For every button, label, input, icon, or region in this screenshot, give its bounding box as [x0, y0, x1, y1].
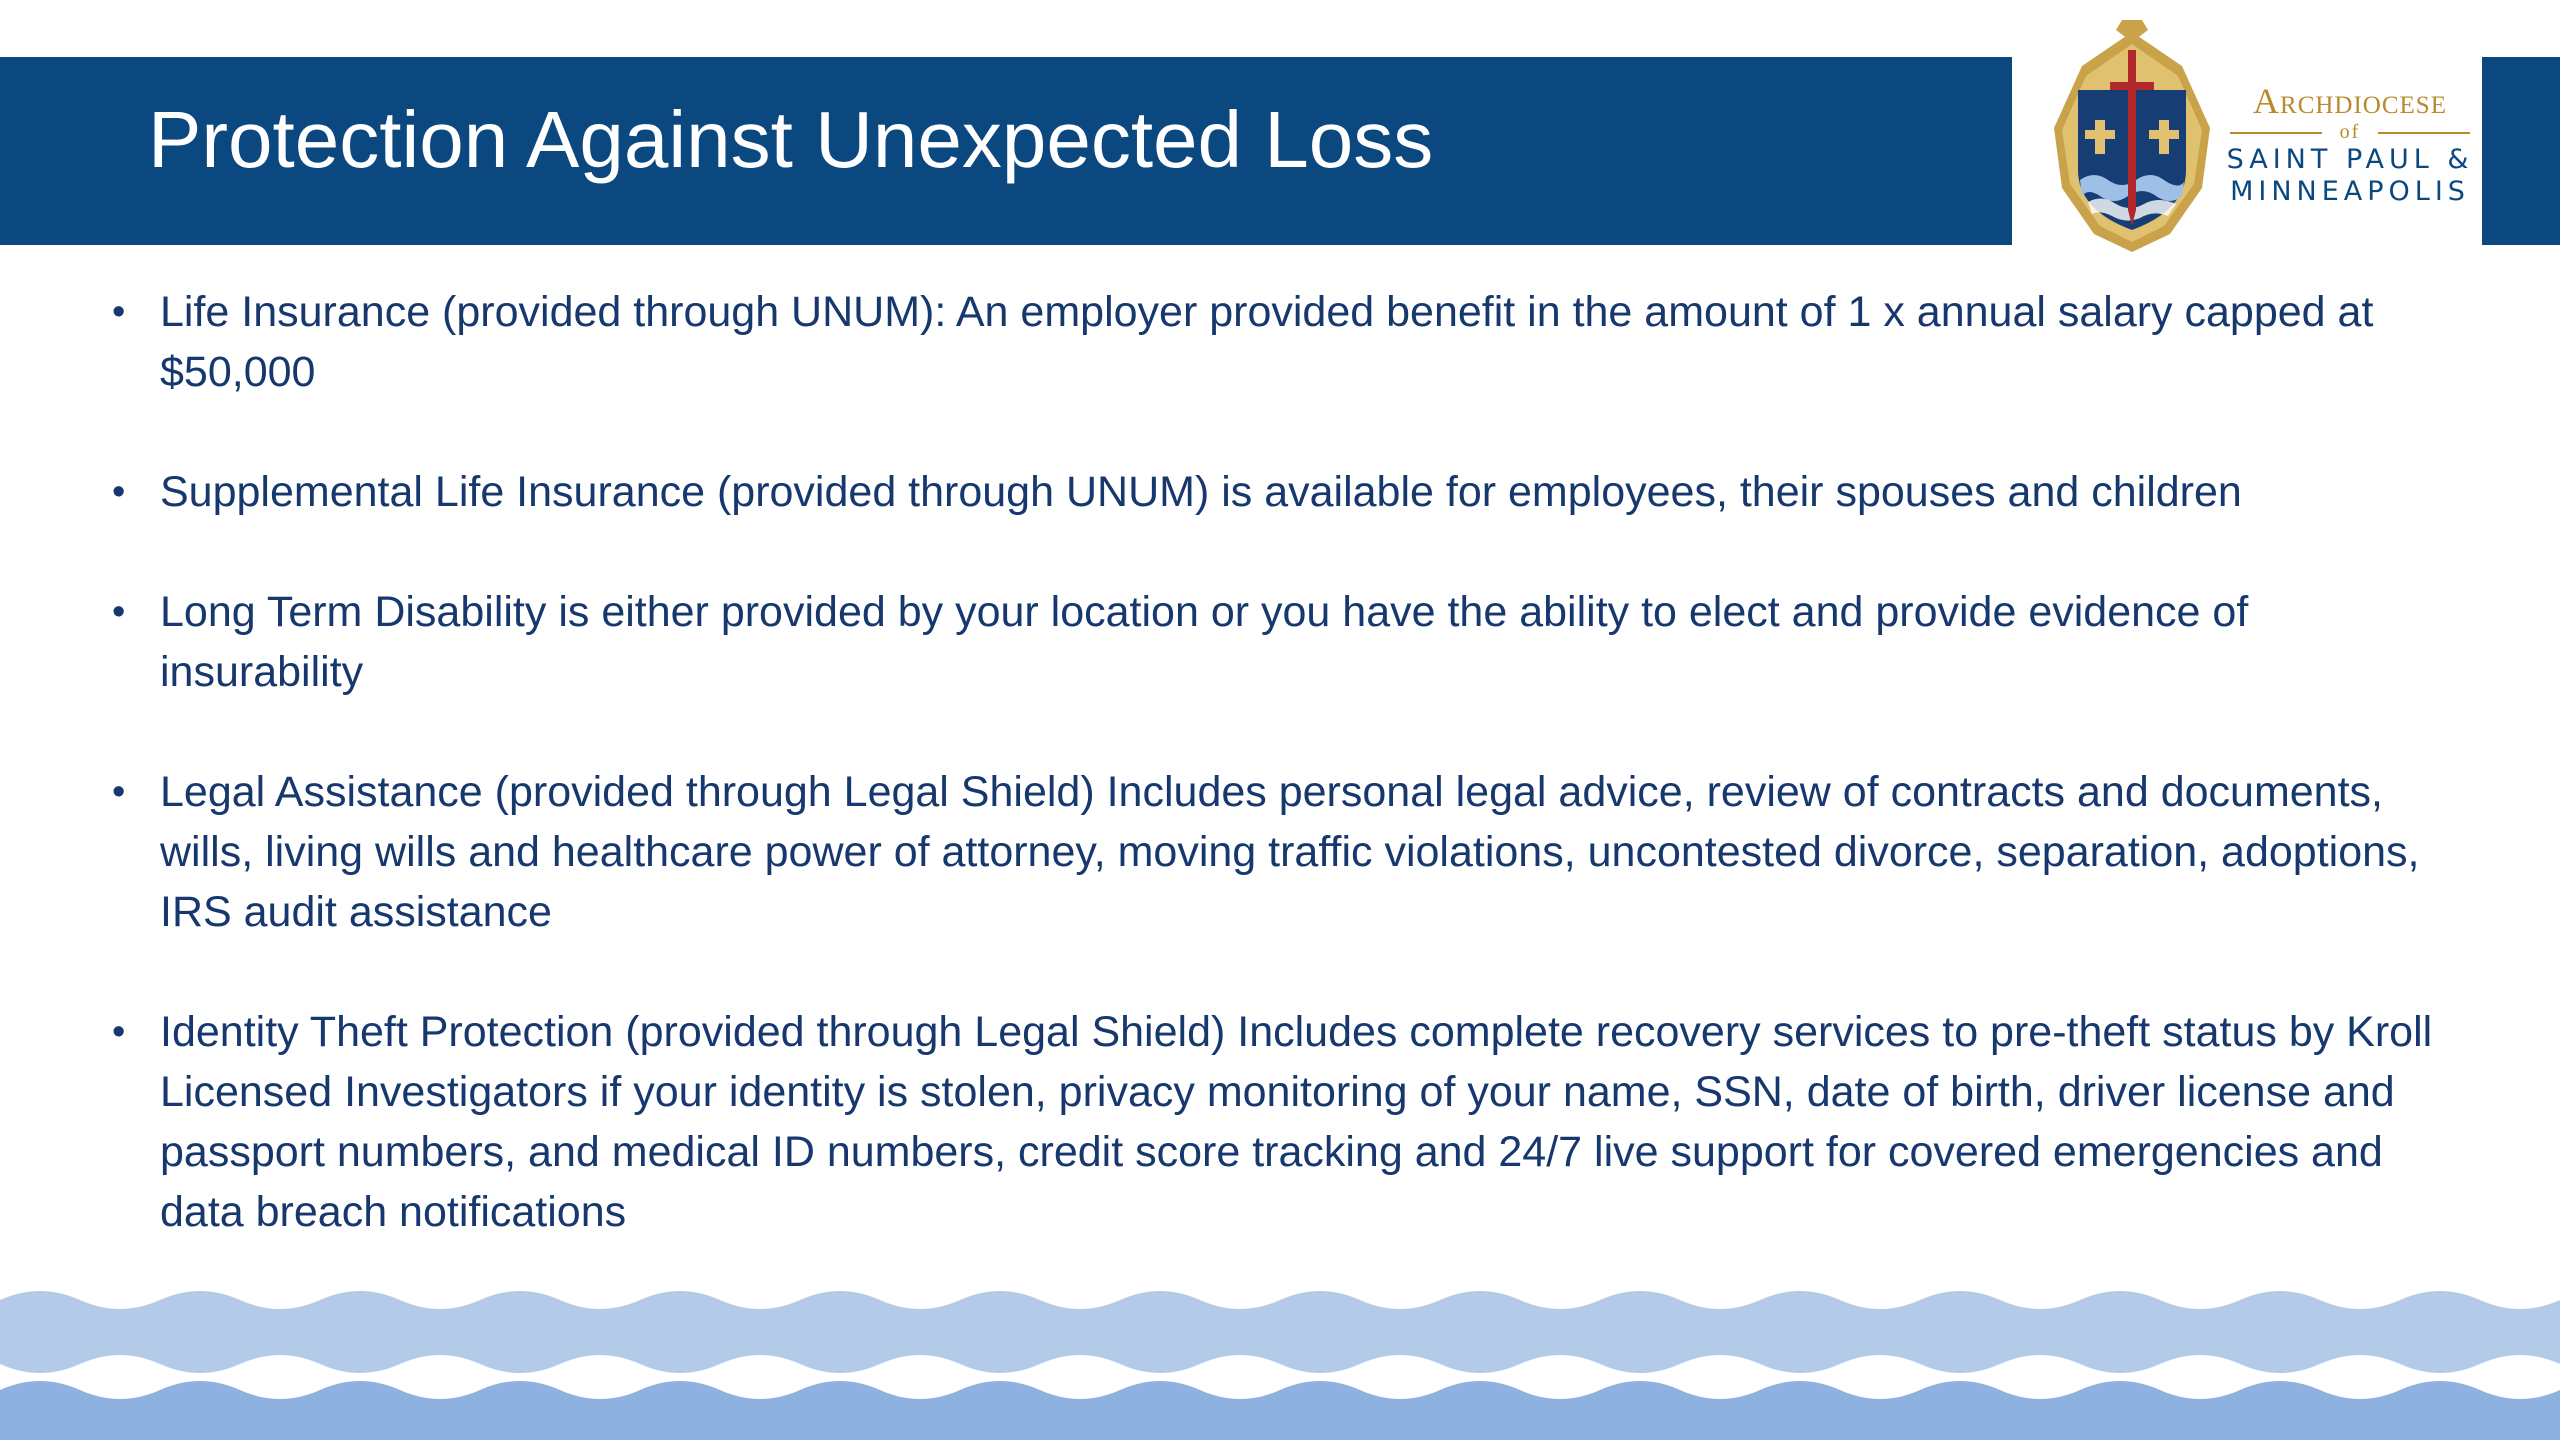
- bullet-item-life-insurance: [108, 282, 2448, 402]
- bullet-marker: •: [112, 591, 126, 633]
- water-waves-decoration: [0, 1282, 2560, 1440]
- bullet-text: Legal Assistance (provided through Legal Shield) Includes personal legal advice, review of contracts and documents, wills, living wills and healthcare power of attorney, moving traffic violations, uncontested divorce, separation, adoptions, IRS audit assistance: [160, 768, 2420, 936]
- bullet-item-identity-theft: [108, 1002, 2448, 1242]
- bullet-text: Supplemental Life Insurance (provided through UNUM) is available for employees, their spouses and children: [160, 468, 2242, 516]
- bullet-list: [108, 282, 2448, 1302]
- bullet-marker: •: [112, 291, 126, 333]
- bullet-item-legal-assistance: [108, 762, 2448, 942]
- bullet-marker: •: [112, 1011, 126, 1053]
- logo-text: [2220, 82, 2480, 208]
- logo-line-archdiocese: Archdiocese: [2253, 81, 2447, 121]
- logo-line-minneapolis: MINNEAPOLIS: [2230, 176, 2470, 207]
- logo-line-saint-paul: SAINT PAUL &: [2226, 144, 2474, 175]
- bullet-text: Life Insurance (provided through UNUM): An employer provided benefit in the amount of 1 x annual salary capped at $50,000: [160, 288, 2374, 396]
- archdiocese-crest-icon: [2032, 20, 2232, 260]
- bullet-item-long-term-disability: [108, 582, 2448, 702]
- bullet-marker: •: [112, 471, 126, 513]
- archdiocese-logo: [2012, 20, 2482, 260]
- bullet-text: Long Term Disability is either provided by your location or you have the ability to elect and provide evidence of insurability: [160, 588, 2249, 696]
- slide-title: Protection Against Unexpected Loss: [148, 95, 1434, 184]
- logo-line-of: of: [2220, 120, 2480, 144]
- bullet-marker: •: [112, 771, 126, 813]
- bullet-text: Identity Theft Protection (provided through Legal Shield) Includes complete recovery services to pre-theft status by Kroll Licensed Investigators if your identity is stolen, privacy monitoring of your name, SSN, date of birth, driver license and passport numbers, and medical ID numbers, credit score tracking and 24/7 live support for covered emergencies and data breach notifications: [160, 1008, 2433, 1236]
- bullet-item-supplemental-life: [108, 462, 2448, 522]
